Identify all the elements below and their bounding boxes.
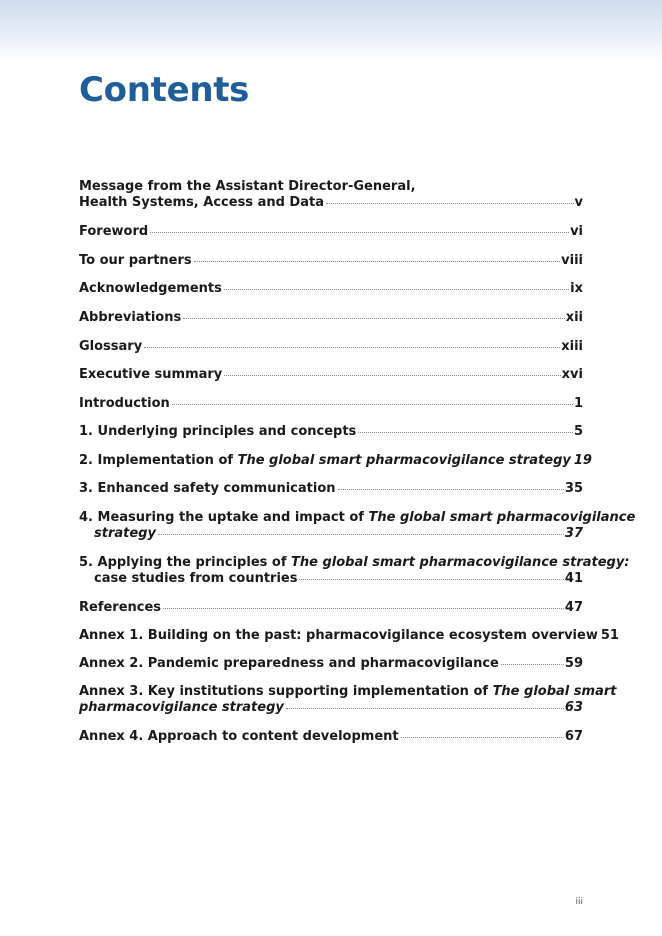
header-band — [0, 0, 662, 62]
toc-entry-chapter-5[interactable] — [79, 555, 630, 600]
dot-leader — [286, 708, 564, 709]
toc-page-number: 67 — [564, 729, 583, 744]
toc-page-number: 51 — [600, 628, 619, 643]
toc-entry-text: Glossary — [79, 339, 143, 354]
toc-entry-executive-summary[interactable] — [79, 367, 583, 396]
dot-leader — [158, 534, 564, 535]
toc-entry-text — [79, 555, 630, 571]
toc-entry-chapter-3[interactable] — [79, 481, 583, 510]
toc-entry-text: Annex 4. Approach to content development — [79, 729, 399, 744]
toc-entry-text-part: 2. Implementation of — [79, 453, 238, 468]
toc-entry-acknowledgements[interactable] — [79, 281, 583, 310]
dot-leader — [163, 608, 564, 609]
toc-page-number: 37 — [564, 526, 583, 541]
dot-leader — [401, 737, 564, 738]
toc-entry-text: Introduction — [79, 396, 170, 411]
page-number: iii — [575, 897, 583, 907]
toc-page-number: vi — [570, 224, 583, 239]
dot-leader — [358, 432, 573, 433]
toc-entry-text: Abbreviations — [79, 310, 182, 325]
toc-entry-introduction[interactable] — [79, 396, 583, 424]
dot-leader — [183, 318, 564, 319]
toc-entry-chapter-2[interactable] — [79, 453, 592, 481]
toc-entry-text: References — [79, 600, 162, 615]
toc-entry-text: Health Systems, Access and Data — [79, 195, 324, 210]
toc-page-number: 59 — [564, 656, 583, 671]
toc-entry-italic-title: The global smart pharmacovigilance strategy: — [291, 555, 630, 570]
toc-entry-text: Foreword — [79, 224, 149, 239]
toc-entry-text: Annex 1. Building on the past: pharmacovigilance ecosystem overview — [79, 628, 598, 643]
toc-page-number: 63 — [564, 700, 583, 715]
dot-leader — [338, 489, 564, 490]
dot-leader — [144, 347, 560, 348]
toc-entry-text: Acknowledgements — [79, 281, 222, 296]
toc-entry-annex-3[interactable] — [79, 684, 617, 729]
toc-entry-italic-title: pharmacovigilance strategy — [79, 700, 284, 715]
toc-entry-annex-4[interactable] — [79, 729, 583, 757]
toc-entry-italic-title: The global smart — [492, 684, 617, 699]
toc-entry-message[interactable] — [79, 179, 583, 224]
toc-entry-foreword[interactable] — [79, 224, 583, 253]
toc-entry-text: Annex 2. Pandemic preparedness and pharmacovigilance — [79, 656, 499, 671]
dot-leader — [326, 203, 574, 204]
toc-page-number: v — [574, 195, 583, 210]
toc-page-number: ix — [570, 281, 583, 296]
toc-entry-text-part: 5. Applying the principles of — [79, 555, 292, 570]
dot-leader — [224, 289, 569, 290]
toc-page-number: 47 — [564, 600, 583, 615]
toc-entry-italic-title: strategy — [94, 526, 156, 541]
toc-page-number: xvi — [561, 367, 583, 382]
toc-entry-text: To our partners — [79, 253, 192, 268]
toc-entry-partners[interactable] — [79, 253, 583, 281]
toc-entry-glossary[interactable] — [79, 339, 583, 367]
toc-entry-text — [79, 510, 636, 526]
toc-entry-text: case studies from countries — [94, 571, 298, 586]
toc-page-number: 41 — [564, 571, 583, 586]
toc-page-number: xiii — [561, 339, 583, 354]
toc-entry-annex-2[interactable] — [79, 656, 583, 684]
toc-entry-chapter-1[interactable] — [79, 424, 583, 453]
dot-leader — [150, 232, 569, 233]
toc-page-number: 1 — [573, 396, 583, 411]
table-of-contents — [79, 179, 636, 757]
toc-entry-text-part: 4. Measuring the uptake and impact of — [79, 510, 369, 525]
toc-entry-italic-title: The global smart pharmacovigilance — [368, 510, 636, 525]
dot-leader — [299, 579, 563, 580]
dot-leader — [194, 261, 561, 262]
toc-entry-text-part: Annex 3. Key institutions supporting implementation of — [79, 684, 493, 699]
toc-entry-references[interactable] — [79, 600, 583, 628]
toc-page-number: xii — [565, 310, 583, 325]
dot-leader — [224, 375, 560, 376]
toc-entry-abbreviations[interactable] — [79, 310, 583, 339]
toc-entry-text: 1. Underlying principles and concepts — [79, 424, 357, 439]
toc-page-number: 35 — [564, 481, 583, 496]
toc-page-number: 5 — [573, 424, 583, 439]
toc-entry-italic-title: The global smart pharmacovigilance strategy — [237, 453, 571, 468]
toc-entry-text — [79, 684, 617, 700]
toc-entry-text — [79, 453, 571, 469]
toc-entry-text: Message from the Assistant Director-General, — [79, 179, 416, 194]
toc-entry-annex-1[interactable] — [79, 628, 619, 656]
toc-page-number: viii — [561, 253, 583, 268]
dot-leader — [172, 404, 573, 405]
dot-leader — [501, 664, 564, 665]
toc-entry-text: 3. Enhanced safety communication — [79, 481, 336, 496]
toc-page-number: 19 — [573, 453, 592, 468]
toc-entry-text: Executive summary — [79, 367, 223, 382]
page-title: Contents — [79, 70, 250, 110]
toc-entry-chapter-4[interactable] — [79, 510, 636, 555]
